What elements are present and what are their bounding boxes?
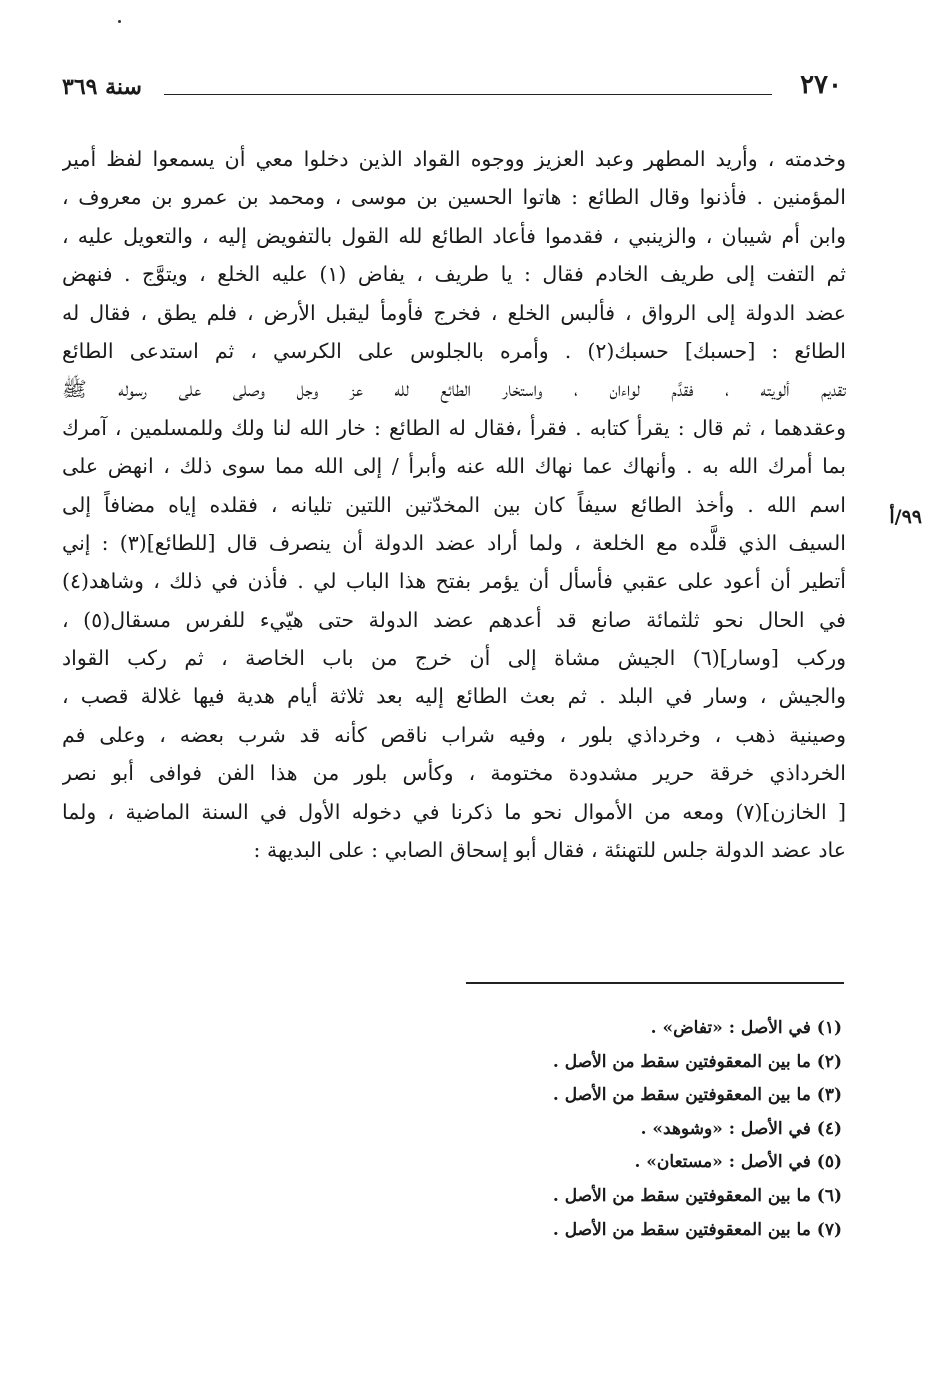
body-line: عاد عضد الدولة جلس للتهنئة ، فقال أبو إسحاق الصابي : على البديهة : bbox=[253, 838, 846, 863]
footnote: (٢) ما بين المعقوفتين سقط من الأصل . bbox=[552, 1051, 842, 1072]
body-line: في الحال نحو ثلثمائة صانع قد أعدهم عضد الدولة حتى هيّيء للفرس مسقال(٥) ، bbox=[62, 607, 846, 632]
footnote: (١) في الأصل : «تفاض» . bbox=[650, 1018, 842, 1038]
footnote: (٤) في الأصل : «وشوهد» . bbox=[640, 1118, 842, 1139]
body-line: المؤمنين . فأذنوا وقال الطائع : هاتوا الحسين بن موسى ، ومحمد بن عمرو بن معروف ، bbox=[62, 185, 846, 210]
running-head: سنة ٣٦٩ bbox=[62, 74, 142, 100]
body-line: ثم التفت إلى طريف الخادم فقال : يا طريف ، يفاض (١) عليه الخلع ، ويتوَّج . فنهض bbox=[62, 262, 846, 287]
footnote: (٣) ما بين المعقوفتين سقط من الأصل . bbox=[552, 1085, 842, 1106]
footnote: (٦) ما بين المعقوفتين سقط من الأصل . bbox=[552, 1185, 842, 1206]
body-line: وصينية ذهب ، وخرداذي بلور ، وفيه شراب ناقص كأنه قد شرب بعضه ، وعلى فم bbox=[62, 722, 846, 747]
body-line: وركب [وسار](٦) الجيش مشاة إلى أن خرج من باب الخاصة ، ثم ركب القواد bbox=[62, 646, 846, 671]
body-line: أتطير أن أعود على عقبي فأسأل أن يؤمر بفتح هذا الباب لي . فأذن في ذلك ، وشاهد(٤) bbox=[62, 569, 846, 594]
body-line: [ الخازن](٧) ومعه من الأموال نحو ما ذكرنا في دخوله الأول في السنة الماضية ، ولما bbox=[62, 799, 846, 824]
body-line: وابن أم شيبان ، والزينبي ، فقدموا فأعاد الطائع لله القول بالتفويض إليه ، والتعويل عليه ، bbox=[62, 223, 846, 248]
body-line: والجيش ، وسار في البلد . ثم بعث الطائع إليه بعد ثلاثة أيام هدية فيها غلالة قصب ، bbox=[62, 684, 846, 709]
footnote: (٧) ما بين المعقوفتين سقط من الأصل . bbox=[552, 1219, 842, 1240]
folio-marker: ٩٩/أ bbox=[889, 506, 922, 528]
page-number: ٢٧٠ bbox=[800, 70, 842, 100]
body-line: الطائع : [حسبك] حسبك(٢) . وأمره بالجلوس على الكرسي ، ثم استدعى الطائع bbox=[62, 338, 846, 363]
body-line: وعقدهما ، ثم قال : يقرأ كتابه . فقرأ ،فقال له الطائع : خار الله لنا ولك وللمسلمين ، آمرك bbox=[62, 415, 846, 440]
footnote-rule bbox=[466, 982, 844, 984]
body-text bbox=[62, 140, 846, 869]
footnote: (٥) في الأصل : «مستعان» . bbox=[634, 1152, 842, 1173]
page-header bbox=[62, 66, 842, 106]
scan-speck bbox=[118, 20, 121, 23]
body-line: السيف الذي قلَّده مع الخلعة ، ولما أراد عضد الدولة أن ينصرف قال [للطائع](٣) : إني bbox=[62, 530, 846, 555]
body-line: وخدمته ، وأريد المطهر وعبد العزيز ووجوه القواد الذين دخلوا معي أن يسمعوا لفظ أمير bbox=[62, 147, 846, 171]
body-line: عضد الدولة إلى الرواق ، فألبس الخلع ، فخرج فأومأ ليقبل الأرض ، فلم يطق ، فقال له bbox=[62, 300, 846, 325]
body-line: الخرداذي خرقة حرير مشدودة مختومة ، وكأس بلور من هذا الفن فوافى أبو نصر bbox=[62, 761, 846, 786]
body-line: بما أمرك الله به . وأنهاك عما نهاك الله عنه وأبرأ / إلى الله مما سوى ذلك ، انهض على bbox=[62, 454, 846, 479]
body-line: تقديم ألويته ، فقدَّم لواءان ، واستخار الطائع لله عز وجل وصلى على رسوله ﷺ bbox=[62, 377, 846, 402]
body-line: اسم الله . وأخذ الطائع سيفاً كان بين المخدّتين اللتين تليانه ، فقلده إياه مضافاً إلى bbox=[62, 492, 846, 517]
footnotes bbox=[222, 1012, 842, 1247]
header-rule bbox=[164, 94, 772, 95]
